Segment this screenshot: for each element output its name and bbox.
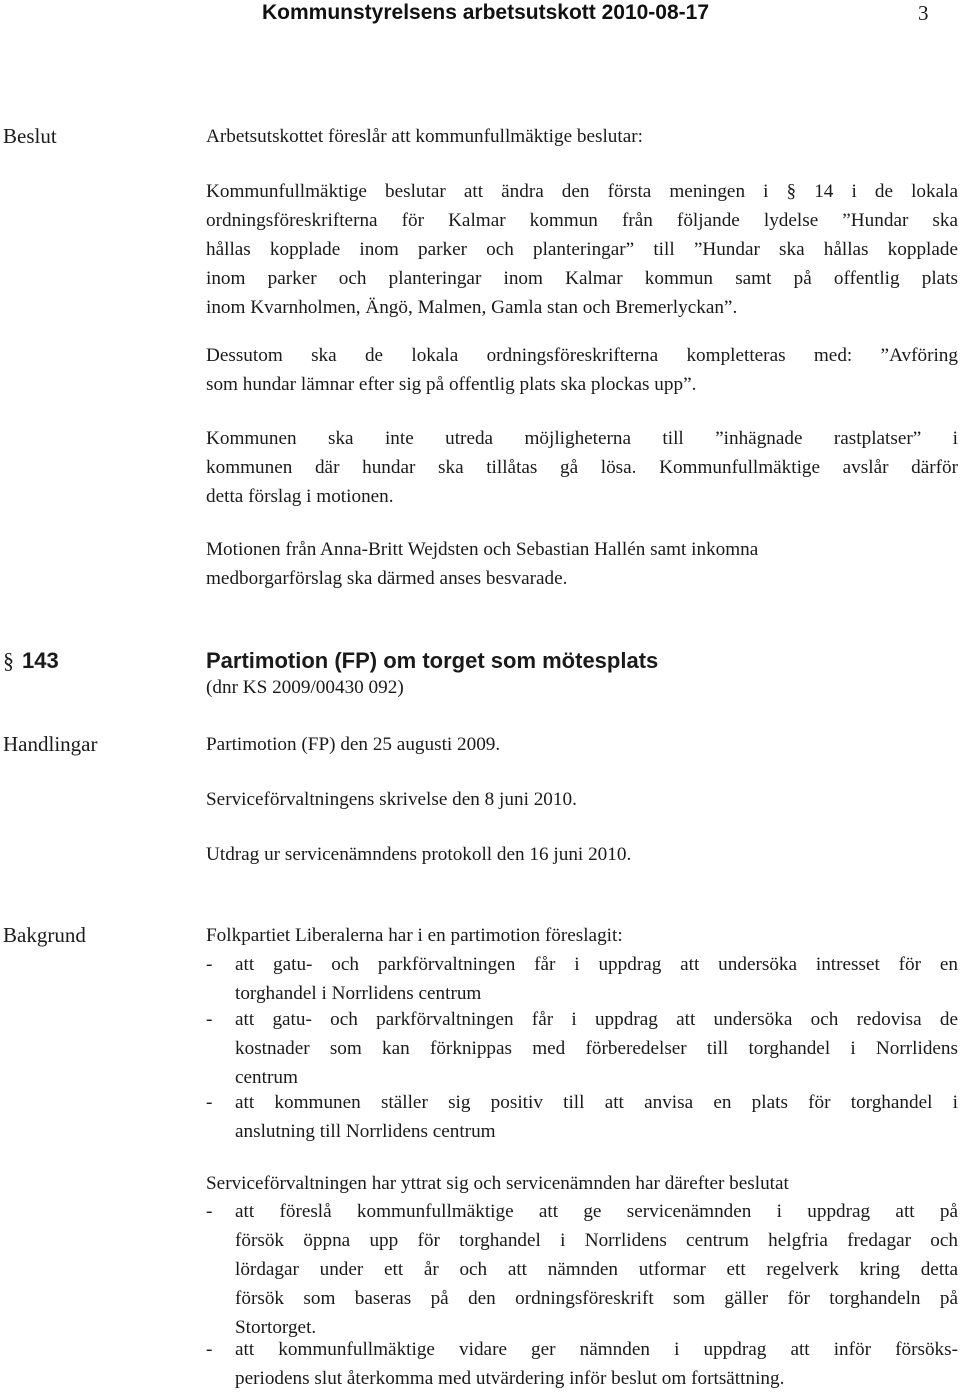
handlingar-item: Utdrag ur servicenämndens protokoll den 16 juni 2010. [206, 844, 632, 865]
text-line: Stortorget. [235, 1317, 317, 1338]
header-title: Kommunstyrelsens arbetsutskott 2010-08-17 [262, 1, 710, 24]
text-line: Kommunen ska inte utreda möjligheterna till ”inhägnade rastplatser” i [206, 428, 958, 449]
beslut-paragraph-3 [206, 424, 958, 511]
beslut-paragraph-2 [206, 341, 958, 399]
text-line: periodens slut återkomma med utvärdering inför beslut om fortsättning. [235, 1368, 785, 1389]
beslut-label: Beslut [3, 124, 57, 148]
dash-bullet: - [206, 1339, 213, 1360]
text-line: torghandel i Norrlidens centrum [235, 983, 482, 1004]
dash-bullet: - [206, 1092, 213, 1113]
text-line: centrum [235, 1067, 298, 1088]
text-line: hållas kopplade inom parker och planteringar” till ”Hundar ska hållas kopplade [206, 239, 958, 260]
bakgrund-intro-2: Serviceförvaltningen har yttrat sig och servicenämnden har därefter beslutat [206, 1173, 789, 1194]
dash-bullet: - [206, 954, 213, 975]
text-line: att gatu- och parkförvaltningen får i uppdrag att undersöka intresset för en [235, 954, 958, 975]
text-line: som hundar lämnar efter sig på offentlig plats ska plockas upp”. [206, 374, 697, 395]
text-line: att kommunen ställer sig positiv till att anvisa en plats för torghandel i [235, 1092, 958, 1113]
text-line: försök som baseras på den ordningsföreskrift som gäller för torghandeln på [235, 1288, 958, 1309]
text-line: inom parker och planteringar inom Kalmar kommun samt på offentlig plats [206, 268, 958, 289]
text-line: medborgarförslag ska därmed anses besvarade. [206, 568, 568, 589]
text-line: inom Kvarnholmen, Ängö, Malmen, Gamla stan och Bremerlyckan”. [206, 297, 738, 318]
bakgrund-intro: Folkpartiet Liberalerna har i en partimotion föreslagit: [206, 925, 623, 946]
beslut-paragraph-4 [206, 535, 958, 593]
text-line: ordningsföreskrifterna för Kalmar kommun från följande lydelse ”Hundar ska [206, 210, 958, 231]
section-dnr: (dnr KS 2009/00430 092) [206, 677, 404, 698]
text-line: lördagar under ett år och att nämnden utformar ett regelverk kring detta [235, 1259, 958, 1280]
section-mark: § [3, 648, 14, 673]
dash-bullet: - [206, 1201, 213, 1222]
handlingar-item: Partimotion (FP) den 25 augusti 2009. [206, 734, 501, 755]
text-line: kommunen där hundar ska tillåtas gå lösa. Kommunfullmäktige avslår därför [206, 457, 958, 478]
text-line: att gatu- och parkförvaltningen får i uppdrag att undersöka och redovisa de [235, 1009, 958, 1030]
bakgrund-label: Bakgrund [3, 923, 86, 947]
section-number: 143 [22, 648, 59, 673]
text-line: att föreslå kommunfullmäktige att ge servicenämnden i uppdrag att på [235, 1201, 958, 1222]
text-line: anslutning till Norrlidens centrum [235, 1121, 496, 1142]
page-number: 3 [918, 1, 929, 25]
handlingar-item: Serviceförvaltningens skrivelse den 8 juni 2010. [206, 789, 577, 810]
page-header [0, 0, 960, 26]
beslut-paragraph-1 [206, 177, 958, 322]
text-line: att kommunfullmäktige vidare ger nämnden i uppdrag att inför försöks- [235, 1339, 958, 1360]
text-line: kostnader som kan förknippas med förberedelser till torghandel i Norrlidens [235, 1038, 958, 1059]
section-title: Partimotion (FP) om torget som mötesplats [206, 648, 659, 673]
text-line: Kommunfullmäktige beslutar att ändra den första meningen i § 14 i de lokala [206, 181, 958, 202]
dash-bullet: - [206, 1009, 213, 1030]
text-line: försök öppna upp för torghandel i Norrlidens centrum helgfria fredagar och [235, 1230, 958, 1251]
handlingar-label: Handlingar [3, 732, 98, 756]
beslut-intro: Arbetsutskottet föreslår att kommunfullmäktige beslutar: [206, 126, 643, 147]
text-line: Dessutom ska de lokala ordningsföreskrifterna kompletteras med: ”Avföring [206, 345, 958, 366]
text-line: detta förslag i motionen. [206, 486, 394, 507]
text-line: Motionen från Anna-Britt Wejdsten och Sebastian Hallén samt inkomna [206, 539, 759, 560]
